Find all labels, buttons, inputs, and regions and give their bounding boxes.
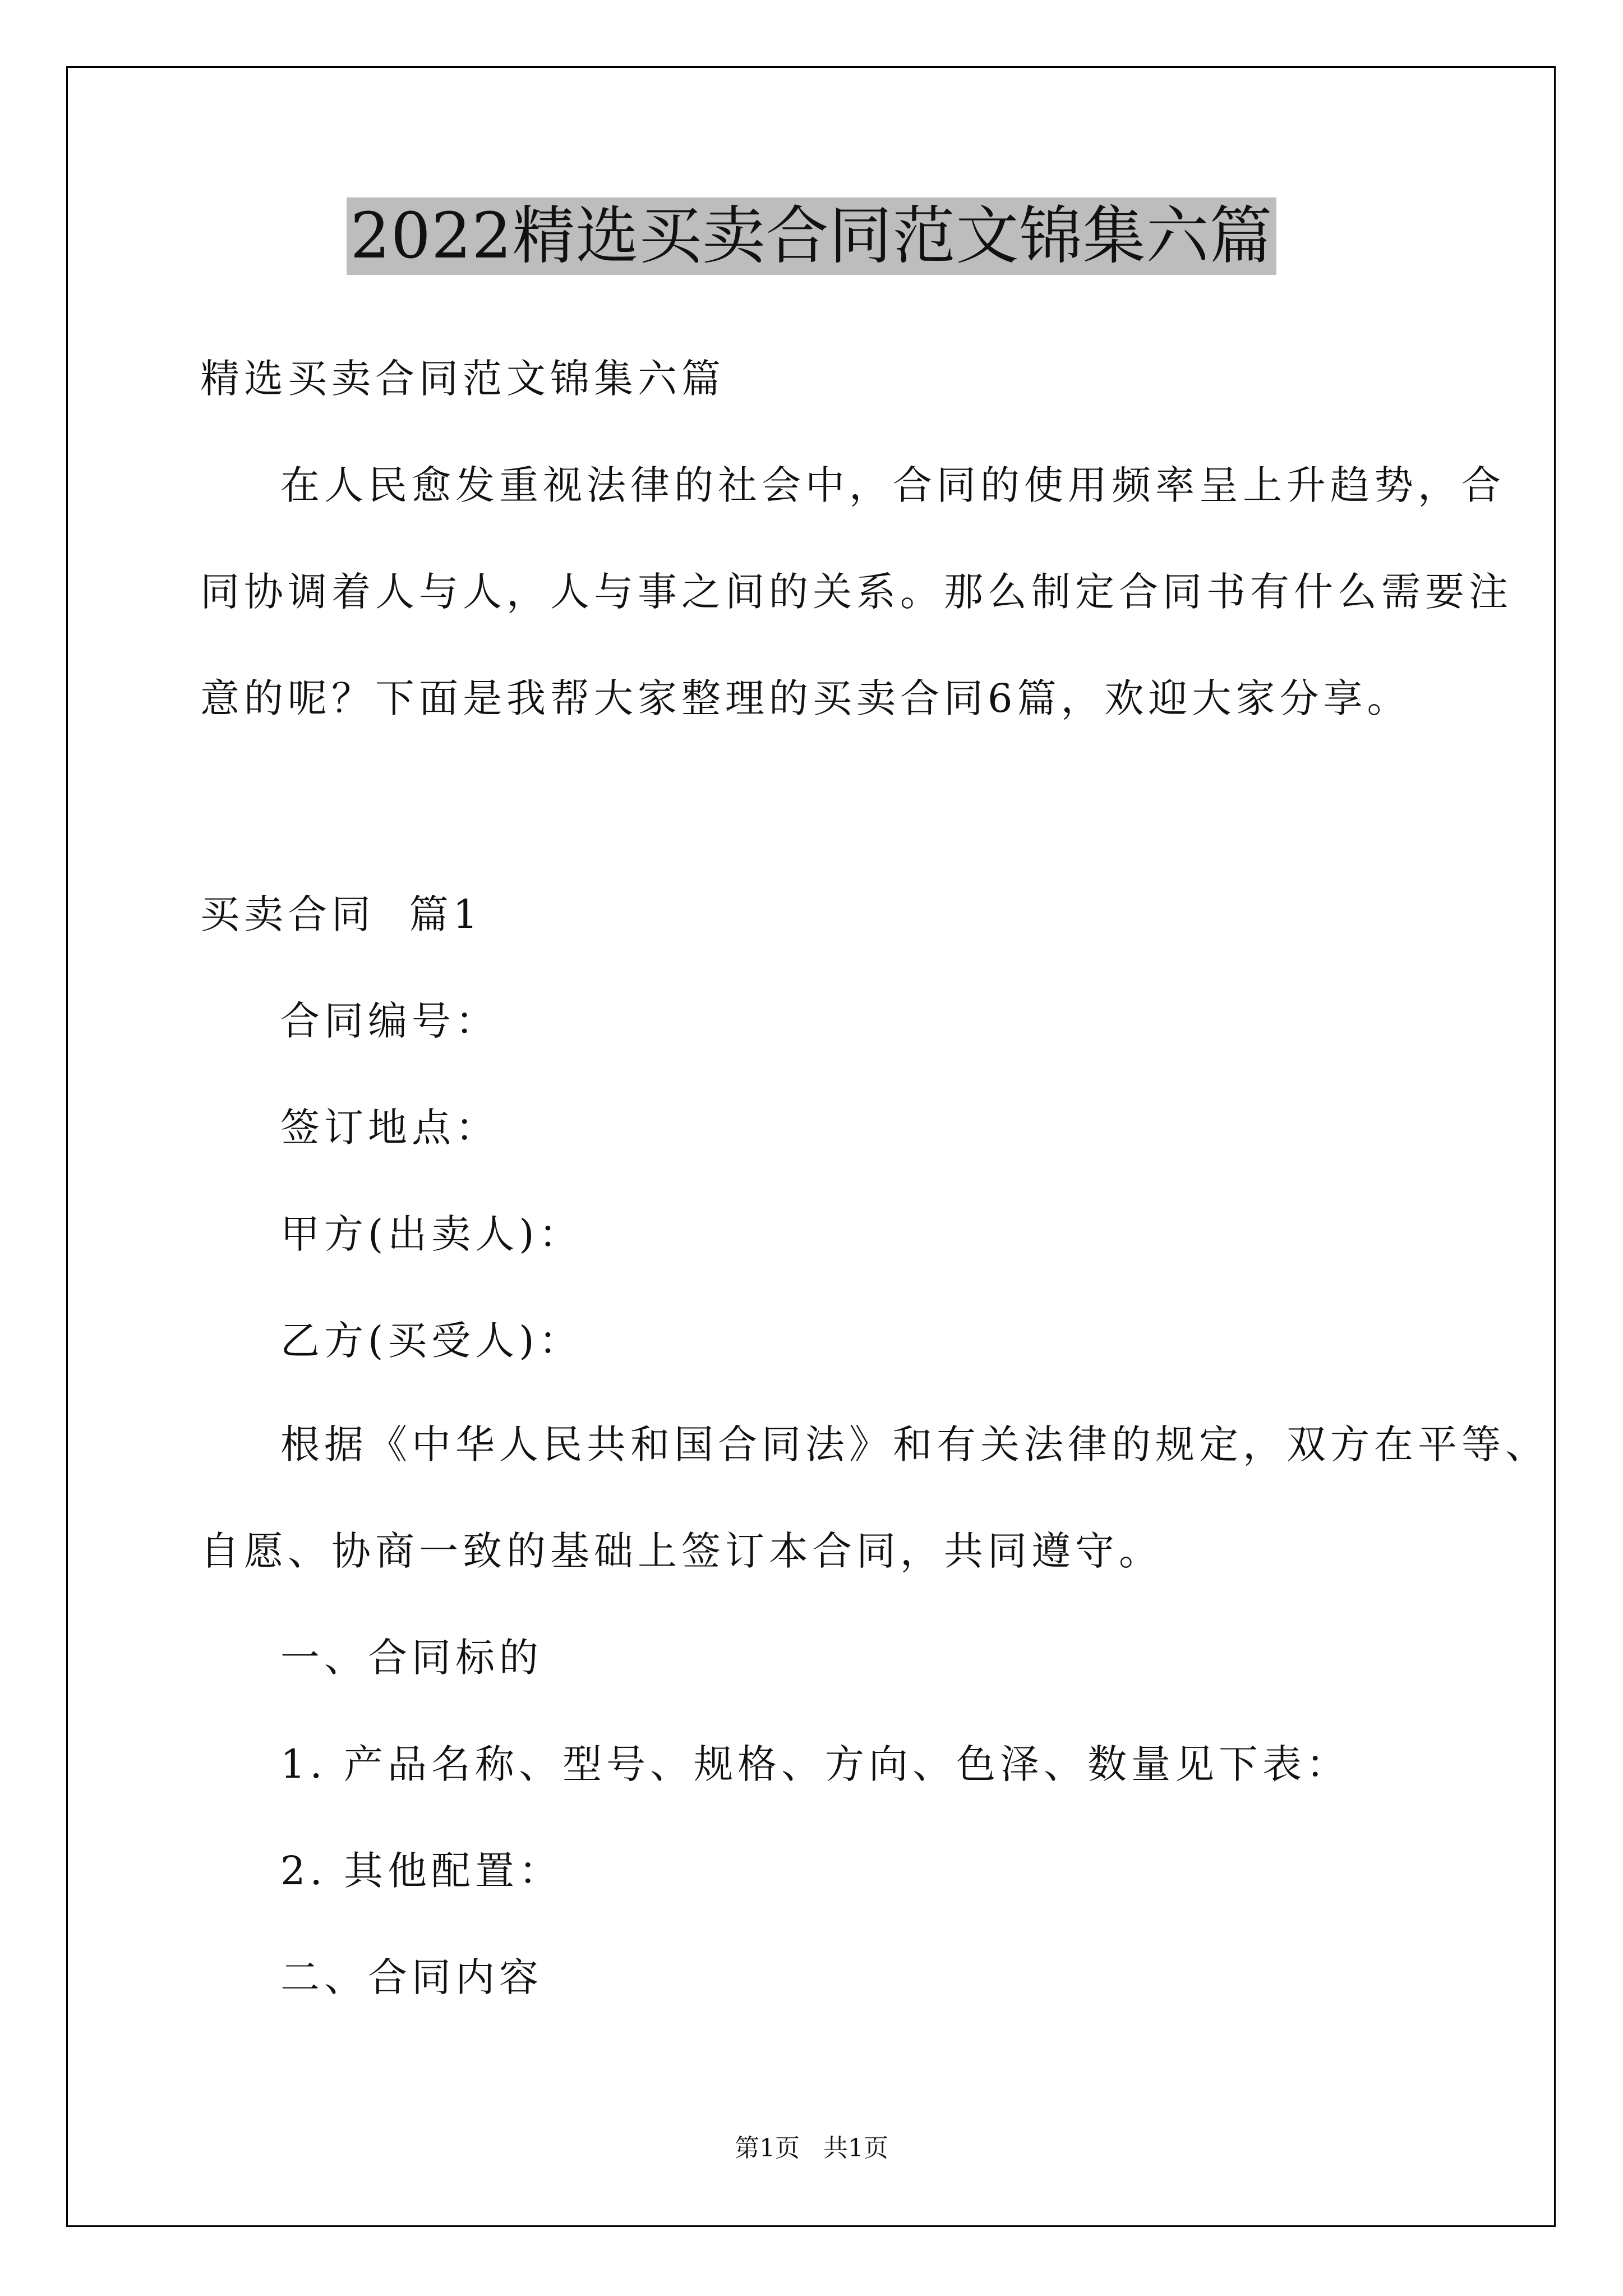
contract-field: 签订地点： (280, 1105, 499, 1151)
clause-heading: 二、合同内容 (280, 1954, 543, 2000)
section-heading: 买卖合同 篇1 (200, 891, 483, 937)
page-footer: 第1页 共1页 (735, 2134, 888, 2162)
contract-field: 乙方(买受人)： (280, 1318, 583, 1364)
contract-field: 合同编号： (280, 998, 499, 1044)
basis-line: 根据《中华人民共和国合同法》和有关法律的规定，双方在平等、 (280, 1421, 1549, 1467)
intro-line: 在人民愈发重视法律的社会中，合同的使用频率呈上升趋势，合 (280, 462, 1505, 508)
contract-field: 甲方(出卖人)： (280, 1211, 583, 1257)
title-container (0, 197, 1623, 275)
clause-item: 1. 产品名称、型号、规格、方向、色泽、数量见下表： (280, 1741, 1350, 1787)
document-title: 2022精选买卖合同范文锦集六篇 (347, 197, 1276, 275)
clause-item: 2. 其他配置： (280, 1848, 563, 1894)
basis-line: 自愿、协商一致的基础上签订本合同，共同遵守。 (200, 1528, 1163, 1574)
intro-line: 意的呢？下面是我帮大家整理的买卖合同6篇，欢迎大家分享。 (200, 675, 1411, 721)
intro-line: 同协调着人与人，人与事之间的关系。那么制定合同书有什么需要注 (200, 569, 1513, 615)
clause-heading: 一、合同标的 (280, 1635, 543, 1681)
document-subtitle: 精选买卖合同范文锦集六篇 (200, 356, 725, 402)
